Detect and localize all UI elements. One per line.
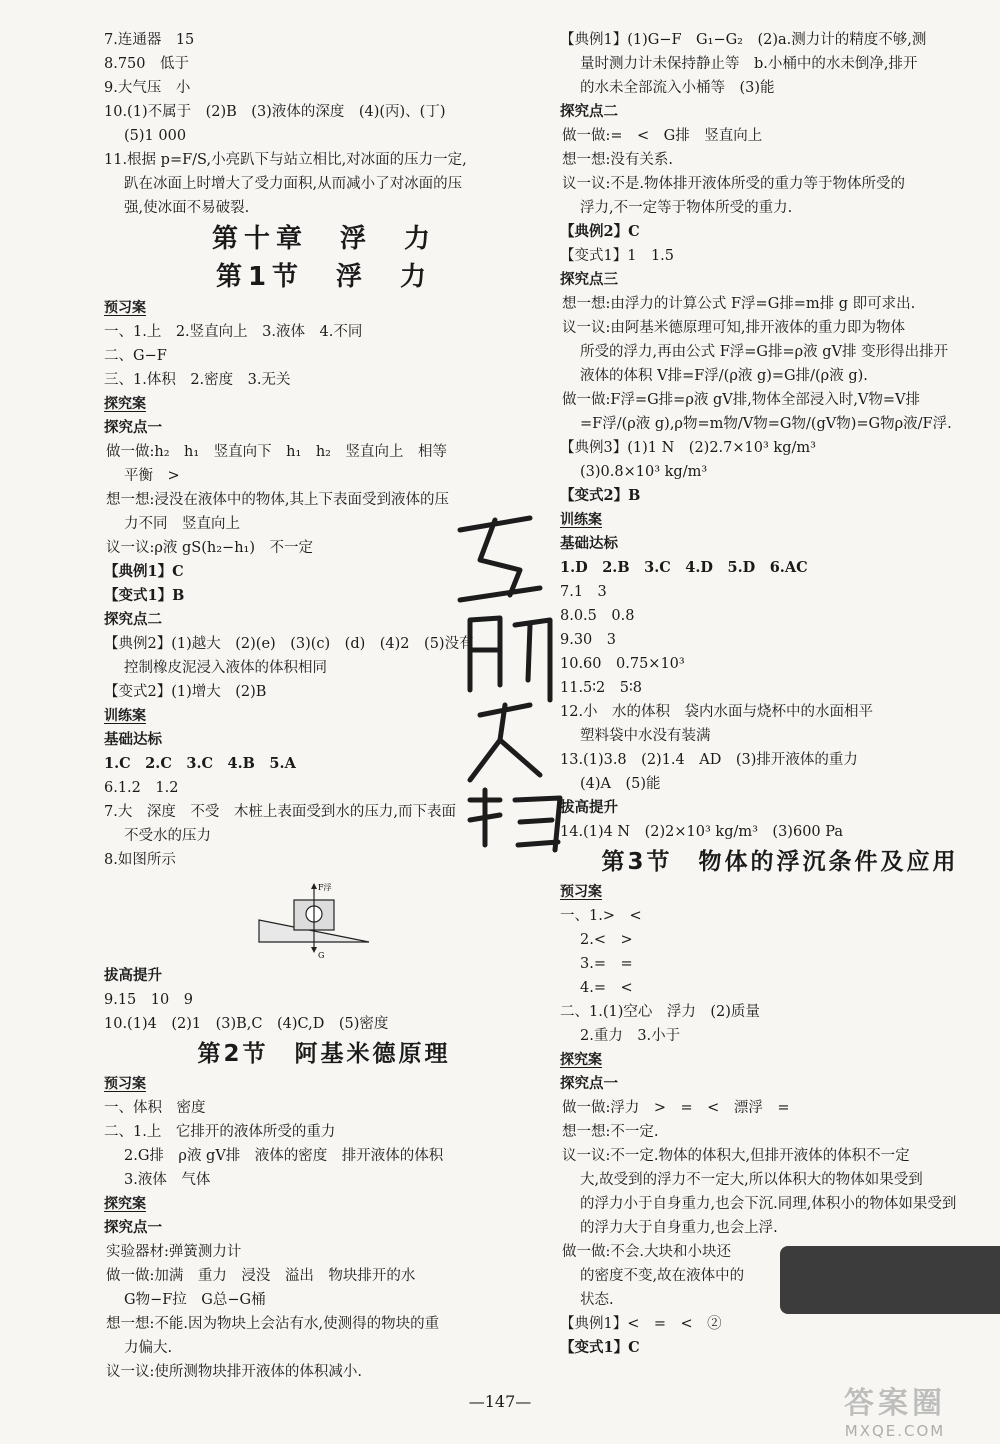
text-line: 做一做:h₂ h₁ 竖直向下 h₁ h₂ 竖直向上 相等 (106, 444, 447, 460)
text-line: 力偏大. (124, 1340, 173, 1356)
text-line: (5)1 000 (124, 128, 187, 144)
figure-label-gravity: G (318, 951, 325, 960)
text-line: 三、1.体积 2.密度 3.无关 (104, 372, 291, 388)
text-line: 一、体积 密度 (104, 1100, 206, 1116)
text-line: 10.(1)4 (2)1 (3)B,C (4)C,D (5)密度 (104, 1016, 389, 1032)
text-line: 1.C 2.C 3.C 4.B 5.A (104, 755, 296, 772)
text-line: 二、1.上 它排开的液体所受的重力 (104, 1124, 336, 1140)
watermark-logo: 答案圈 (844, 1386, 946, 1421)
text-line: 训练案 (104, 708, 146, 724)
text-line: 探究案 (104, 396, 146, 412)
text-line: 不受水的压力 (124, 828, 211, 844)
text-line: 基础达标 (104, 731, 162, 748)
text-line: 预习案 (560, 884, 602, 900)
text-line: 12.小 水的体积 袋内水面与烧杯中的水面相平 (560, 704, 874, 720)
text-line: 2.< > (580, 932, 633, 948)
text-line: 想一想:没有关系. (562, 152, 673, 168)
text-line: 议一议:ρ液 gS(h₂−h₁) 不一定 (106, 540, 313, 556)
text-line: 实验器材:弹簧测力计 (106, 1244, 242, 1260)
text-line: 议一议:由阿基米德原理可知,排开液体的重力即为物体 (562, 320, 905, 336)
text-line: 二、1.(1)空心 浮力 (2)质量 (560, 1004, 760, 1020)
text-line: 趴在冰面上时增大了受力面积,从而减小了对冰面的压 (124, 176, 463, 192)
text-line: 3.液体 气体 (124, 1172, 211, 1188)
text-line: 液体的体积 V排=F浮/(ρ液 g)=G排/(ρ液 g). (580, 368, 868, 384)
buoyancy-figure (254, 880, 374, 960)
text-line: 13.(1)3.8 (2)1.4 AD (3)排开液体的重力 (560, 752, 858, 768)
text-line: 做一做:= < G排 竖直向上 (562, 128, 763, 144)
text-line: 探究点一 (104, 1219, 162, 1236)
text-line: 想一想:不一定. (562, 1124, 659, 1140)
text-line: 【变式1】C (560, 1339, 640, 1356)
text-line: 11.5∶2 5∶8 (560, 680, 643, 696)
text-line: 第十章 浮 力 (211, 224, 436, 254)
text-line: 平衡 > (124, 468, 180, 484)
text-line: 9.15 10 9 (104, 992, 193, 1008)
text-line: 探究点一 (104, 419, 162, 436)
site-watermark (800, 1378, 990, 1440)
text-line: 议一议:不是.物体排开液体所受的重力等于物体所受的 (562, 176, 905, 192)
text-line: 【变式2】(1)增大 (2)B (104, 684, 267, 700)
text-line: 第1节 浮 力 (215, 262, 433, 292)
text-line: 议一议:不一定.物体的体积大,但排开液体的体积不一定 (562, 1148, 910, 1164)
text-line: 8.如图所示 (104, 852, 176, 868)
text-line: 的浮力大于自身重力,也会上浮. (580, 1220, 778, 1236)
text-line: 预习案 (104, 1076, 146, 1092)
text-line: G物−F拉 G总−G桶 (124, 1292, 266, 1308)
text-line: 想一想:由浮力的计算公式 F浮=G排=m排 g 即可求出. (562, 296, 916, 312)
text-line: 第2节 阿基米德原理 (197, 1041, 451, 1067)
text-line: 7.连通器 15 (104, 32, 195, 48)
text-line: (4)A (5)能 (580, 776, 661, 792)
text-line: 一、1.> < (560, 908, 642, 924)
text-line: 6.1.2 1.2 (104, 780, 179, 796)
text-line: 8.0.5 0.8 (560, 608, 635, 624)
text-line: 探究点三 (560, 271, 618, 288)
text-line: 量时测力计未保持静止等 b.小桶中的水未倒净,排开 (580, 56, 918, 72)
text-line: 2.G排 ρ液 gV排 液体的密度 排开液体的体积 (124, 1148, 444, 1164)
text-line: 做一做:加满 重力 浸没 溢出 物块排开的水 (106, 1268, 416, 1284)
figure-label-buoyancy: F浮 (318, 883, 332, 892)
watermark-site: MXQE.COM (844, 1422, 946, 1440)
text-line: 力不同 竖直向上 (124, 516, 240, 532)
text-line: 【变式2】B (560, 487, 641, 504)
text-line: 训练案 (560, 512, 602, 528)
text-line: 【典例1】< = < ② (560, 1316, 722, 1332)
text-line: 【典例1】(1)G−F G₁−G₂ (2)a.测力计的精度不够,测 (560, 32, 927, 48)
right-column (560, 28, 1000, 1360)
text-line: 拔高提升 (560, 799, 618, 816)
text-line: 的浮力小于自身重力,也会下沉.同理,体积小的物体如果受到 (580, 1196, 957, 1212)
text-line: 基础达标 (560, 535, 618, 552)
text-line: 【典例2】(1)越大 (2)(e) (3)(c) (d) (4)2 (5)没有 (104, 636, 474, 652)
text-line: 【典例3】(1)1 N (2)2.7×10³ kg/m³ (560, 440, 816, 456)
dark-overlay-box (780, 1246, 1000, 1314)
text-line: 控制橡皮泥浸入液体的体积相同 (124, 660, 327, 676)
text-line: 1.D 2.B 3.C 4.D 5.D 6.AC (560, 559, 808, 576)
text-line: 塑料袋中水没有装满 (580, 728, 711, 744)
text-line: 【典例2】C (560, 223, 640, 240)
text-line: 9.30 3 (560, 632, 617, 648)
text-line: 一、1.上 2.竖直向上 3.液体 4.不同 (104, 324, 363, 340)
text-line: 探究案 (560, 1052, 602, 1068)
text-line: 9.大气压 小 (104, 80, 191, 96)
text-line: 探究点一 (560, 1075, 618, 1092)
text-line: 14.(1)4 N (2)2×10³ kg/m³ (3)600 Pa (560, 824, 843, 840)
text-line: 4.= < (580, 980, 633, 996)
page-number: —147— (468, 1392, 532, 1411)
text-line: 探究案 (104, 1196, 146, 1212)
text-line: 探究点二 (104, 611, 162, 628)
text-line: 【变式1】B (104, 587, 185, 604)
text-line: 拔高提升 (104, 967, 162, 984)
text-line: 做一做:浮力 > = < 漂浮 = (562, 1100, 790, 1116)
text-line: 10.60 0.75×10³ (560, 656, 685, 672)
text-line: 想一想:不能.因为物块上会沾有水,使测得的物块的重 (106, 1316, 440, 1332)
text-line: 【典例1】C (104, 563, 184, 580)
text-line: 【变式1】1 1.5 (560, 248, 675, 264)
text-line: 第3节 物体的浮沉条件及应用 (601, 849, 959, 875)
text-line: 浮力,不一定等于物体所受的重力. (580, 200, 793, 216)
text-line: 做一做:F浮=G排=ρ液 gV排,物体全部浸入时,V物=V排 (562, 392, 921, 408)
text-line: 二、G−F (104, 348, 167, 364)
text-line: 11.根据 p=F/S,小亮趴下与站立相比,对冰面的压力一定, (104, 152, 467, 168)
text-line: 强,使冰面不易破裂. (124, 200, 250, 216)
text-line: 做一做:不会.大块和小块还 (562, 1244, 731, 1260)
text-line: 的密度不变,故在液体中的 (580, 1268, 745, 1284)
handwritten-watermark (440, 500, 600, 860)
text-line: 8.750 低于 (104, 56, 190, 72)
text-line: 大,故受到的浮力不一定大,所以体积大的物体如果受到 (580, 1172, 923, 1188)
text-line: 想一想:浸没在液体中的物体,其上下表面受到液体的压 (106, 492, 449, 508)
text-line: 7.大 深度 不受 木桩上表面受到水的压力,而下表面 (104, 804, 456, 820)
text-line: 3.= = (580, 956, 633, 972)
text-line: 2.重力 3.小于 (580, 1028, 681, 1044)
text-line: 探究点二 (560, 103, 618, 120)
text-line: 的水未全部流入小桶等 (3)能 (580, 80, 775, 96)
text-line: 议一议:使所测物块排开液体的体积减小. (106, 1364, 362, 1380)
text-line: 状态. (580, 1292, 614, 1308)
text-line: =F浮/(ρ液 g),ρ物=m物/V物=G物/(gV物)=G物ρ液/F浮. (580, 416, 952, 432)
text-line: 7.1 3 (560, 584, 607, 600)
text-line: 所受的浮力,再由公式 F浮=G排=ρ液 gV排 变形得出排开 (580, 344, 949, 360)
text-line: 10.(1)不属于 (2)B (3)液体的深度 (4)(丙)、(丁) (104, 104, 446, 120)
text-line: 预习案 (104, 300, 146, 316)
text-line: (3)0.8×10³ kg/m³ (580, 464, 708, 480)
